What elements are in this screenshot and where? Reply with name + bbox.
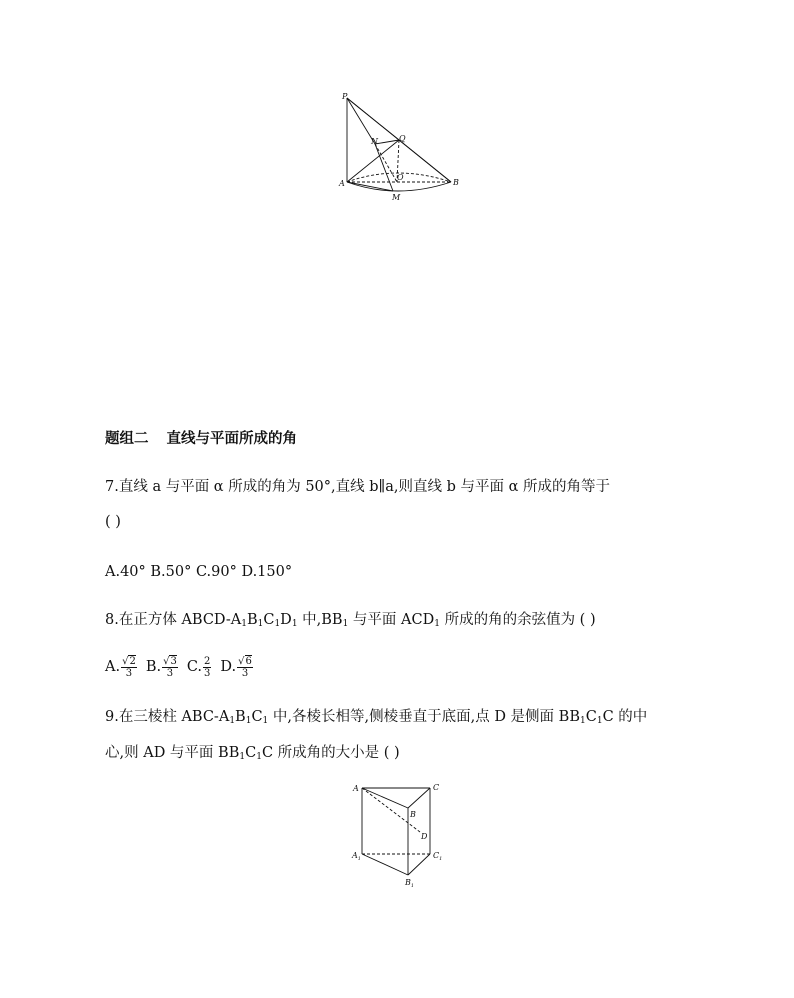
q8-options xyxy=(105,652,262,682)
label-C: C xyxy=(433,783,440,792)
q7-options: A.40° B.50° C.90° D.150° xyxy=(105,564,293,580)
q9-stem-line1: 9.在三棱柱 ABC-$A_1B_1C_1$ 中,各棱长相等,侧棱垂直于底面,点 D 是侧面 $BB_1C_1C$ 的中 xyxy=(105,709,648,726)
q7-stem: 7.直线 a 与平面 α 所成的角为 50°,直线 b∥a,则直线 b 与平面 α 所成的角等于 xyxy=(105,479,610,495)
section-heading xyxy=(105,427,297,448)
q8-option-b: B. $\frac{√3}{3}$ xyxy=(145,655,177,679)
q7-paren: ( ) xyxy=(105,514,121,530)
label-P: P xyxy=(342,92,348,101)
q9-stem-line2: 心,则 AD 与平面 $BB_1C_1C$ 所成角的大小是 ( ) xyxy=(105,745,400,762)
q8-option-a: A. $\frac{√2}{3}$ xyxy=(105,655,136,679)
prism-figure xyxy=(348,778,448,890)
label-B1: $B_1$ xyxy=(405,878,415,889)
label-N: N xyxy=(371,137,378,146)
label-A: A xyxy=(339,179,345,188)
label-Q: Q xyxy=(399,134,406,143)
label-M: M xyxy=(392,193,401,202)
label-C1: $C_1$ xyxy=(433,851,443,862)
q8-option-d: D. $\frac{√6}{3}$ xyxy=(220,655,252,679)
label-O: O xyxy=(397,173,404,182)
q8-option-c: C. $\frac{2}{3}$ xyxy=(186,655,211,679)
label-B: B xyxy=(453,178,459,187)
label-D: D xyxy=(421,832,428,841)
cone-figure xyxy=(335,88,465,208)
label-B: B xyxy=(410,810,416,819)
label-A1: $A_1$ xyxy=(352,851,361,862)
label-A: A xyxy=(353,784,359,793)
section-title: 题组二 xyxy=(105,430,149,447)
section-subtitle: 直线与平面所成的角 xyxy=(166,430,297,447)
q8-stem: 8.在正方体 ABCD-$A_1B_1C_1D_1$ 中$,BB_1$ 与平面 $ACD_1$ 所成的角的余弦值为 ( ) xyxy=(105,612,596,629)
